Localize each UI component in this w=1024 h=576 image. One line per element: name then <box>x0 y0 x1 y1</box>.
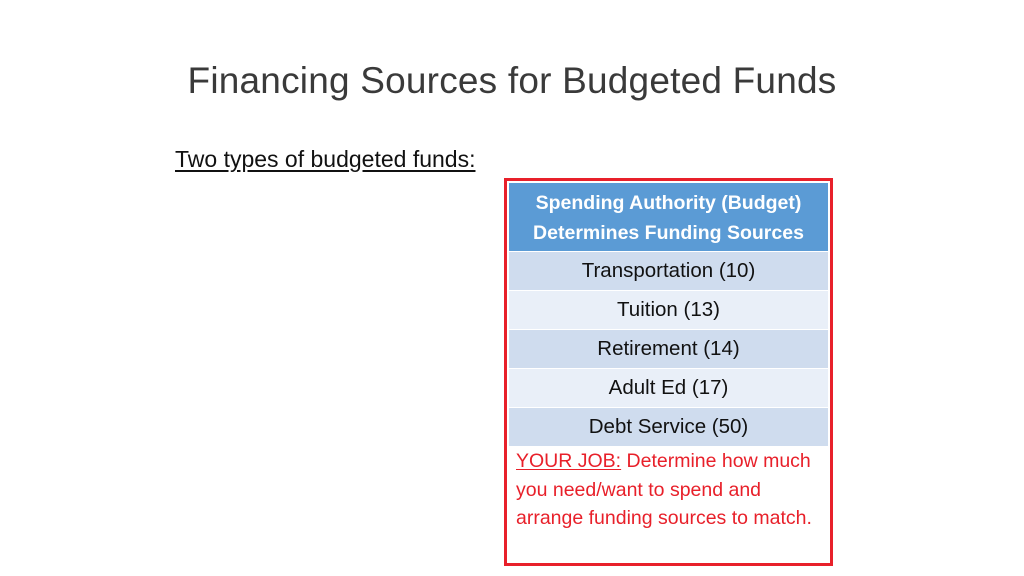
table-header-cell <box>509 183 828 252</box>
fund-cell-transportation: Transportation (10) <box>509 252 828 291</box>
slide-title: Financing Sources for Budgeted Funds <box>187 60 837 101</box>
fund-box <box>504 178 833 566</box>
fund-cell-adult-ed: Adult Ed (17) <box>509 369 828 408</box>
table-row <box>509 330 828 369</box>
header-line-1: Spending Authority (Budget) <box>535 192 802 214</box>
fund-cell-tuition: Tuition (13) <box>509 291 828 330</box>
table-row <box>509 291 828 330</box>
job-note-text: Determine how much you need/want to spend and arrange funding sources to match. <box>516 450 812 529</box>
table-row <box>509 369 828 408</box>
subheading: Two types of budgeted funds: <box>175 146 476 172</box>
fund-table <box>509 183 828 446</box>
fund-cell-debt-service: Debt Service (50) <box>509 408 828 447</box>
job-note-label: YOUR JOB: <box>516 450 622 472</box>
table-row <box>509 252 828 291</box>
table-row <box>509 408 828 447</box>
job-note <box>516 447 821 533</box>
header-line-2: Determines Funding Sources <box>533 222 804 244</box>
fund-cell-retirement: Retirement (14) <box>509 330 828 369</box>
table-header-row <box>509 183 828 252</box>
